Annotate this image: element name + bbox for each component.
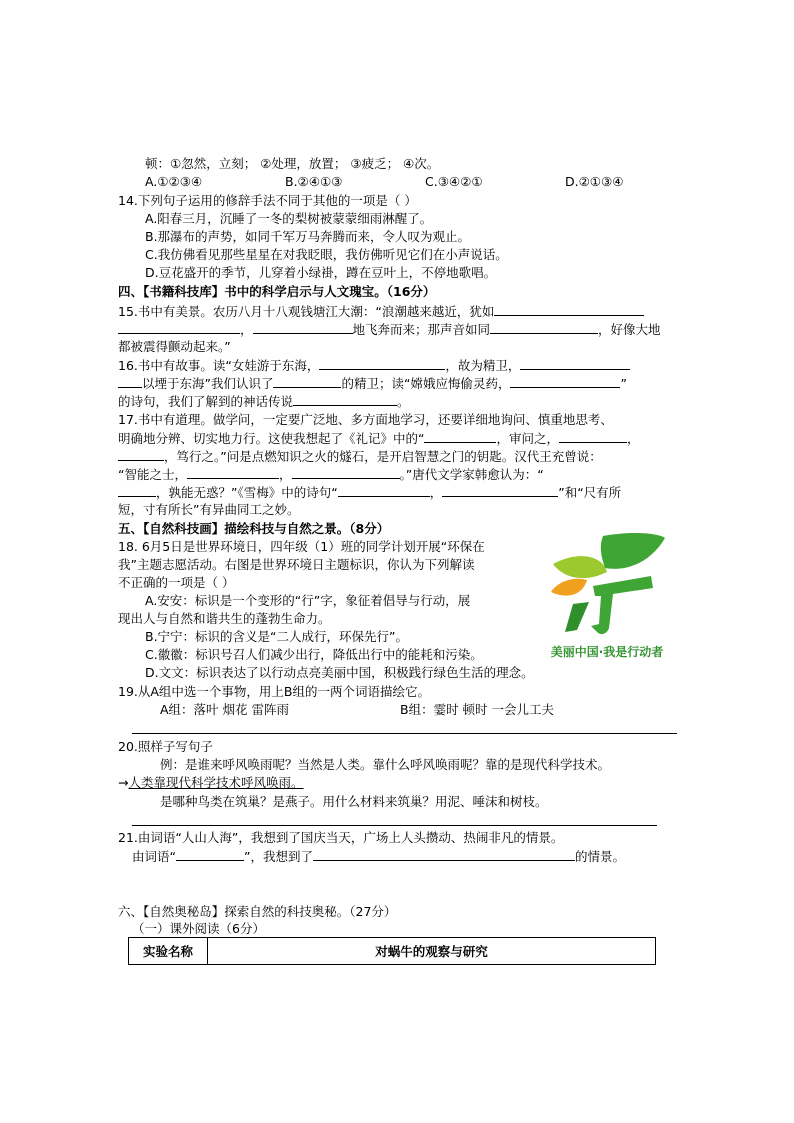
q14-option-b[interactable]: B.那瀑布的声势，如同千军万马奔腾而来，令人叹为观止。 xyxy=(145,229,471,244)
q18-option-a-2: 现出人与自然和谐共生的蓬勃生命力。 xyxy=(118,611,331,626)
q18-option-c[interactable]: C.徽徽：标识号召人们减少出行，降低出行中的能耗和污染。 xyxy=(145,647,483,662)
q15-blank-3[interactable] xyxy=(253,320,353,334)
q14-option-a[interactable]: A.阳春三月，沉睡了一冬的梨树被蒙蒙细雨淋醒了。 xyxy=(145,211,433,226)
q21-line-2: 由词语“ ”，我想到了 的情景。 xyxy=(132,849,625,864)
section-4-title: 四、【书籍科技库】书中的科学启示与人文瑰宝。（16分） xyxy=(118,284,436,299)
q20-answer-line[interactable] xyxy=(132,825,657,826)
q15-blank-4[interactable] xyxy=(490,320,598,334)
experiment-table xyxy=(128,937,656,965)
q13-option-c[interactable]: C.③④②① xyxy=(425,174,483,189)
q16-blank-6[interactable] xyxy=(293,392,397,406)
section-6-title: 六、【自然奥秘岛】探索自然的科技奥秘。（27分） xyxy=(118,904,397,919)
q18-option-d[interactable]: D.文文：标识表达了以行动点亮美丽中国，积极践行绿色生活的理念。 xyxy=(145,665,534,680)
q17-blank-4[interactable] xyxy=(187,465,279,479)
q17-blank-6[interactable] xyxy=(118,483,156,497)
q15-line-3: 都被震得颤动起来。” xyxy=(118,339,231,354)
q20-example: 例：是谁来呼风唤雨呢？当然是人类。靠什么呼风唤雨呢？靠的是现代科学技术。 xyxy=(160,757,611,772)
q16-line-3: 的诗句，我们了解到的神话传说 。 xyxy=(118,394,410,409)
q19-group-b: B组：霎时 顿时 一会儿工夫 xyxy=(400,702,555,717)
q17-blank-1[interactable] xyxy=(424,429,496,443)
q15-blank-1[interactable] xyxy=(494,302,644,316)
q13-option-d[interactable]: D.②①③④ xyxy=(565,174,624,189)
section-6-subtitle: （一）课外阅读（6分） xyxy=(132,921,265,936)
q16-blank-5[interactable] xyxy=(510,374,620,388)
table-row xyxy=(129,938,656,965)
q15-blank-2[interactable] xyxy=(118,320,240,334)
q21-line-1: 21.由词语“人山人海”，我想到了国庆当天，广场上人头攒动、热闹非凡的情景。 xyxy=(118,830,564,845)
q13-meanings: 顿：①忽然，立刻； ②处理，放置； ③疲乏； ④次。 xyxy=(145,156,440,171)
q17-blank-5[interactable] xyxy=(292,465,400,479)
q17-blank-2[interactable] xyxy=(559,429,627,443)
q15-line-1: 15.书中有美景。农历八月十八观钱塘江大潮：“浪潮越来越近，犹如 xyxy=(118,302,644,320)
q17-line-3: ，笃行之。”问是点燃知识之火的燧石，是开启智慧之门的钥匙。汉代王充曾说： xyxy=(118,447,602,465)
q18-option-a-1[interactable]: A.安安：标识是一个变形的“行”字，象征着倡导与行动，展 xyxy=(145,593,471,608)
q16-blank-1[interactable] xyxy=(319,356,445,370)
q16-blank-4[interactable] xyxy=(273,374,341,388)
q19-group-a: A组：落叶 烟花 雷阵雨 xyxy=(160,702,289,717)
q13-option-b[interactable]: B.②④①③ xyxy=(285,174,343,189)
q17-line-4: “智能之士， ， 。”唐代文学家韩愈认为：“ xyxy=(118,467,544,482)
section-5-title: 五、【自然科技画】描绘科技与自然之景。（8分） xyxy=(118,521,390,536)
q17-line-5: ，孰能无惑？”《雪梅》中的诗句“ ， ”和“尺有所 xyxy=(118,483,621,501)
q16-blank-3[interactable] xyxy=(118,374,142,388)
q14-option-d[interactable]: D.豆花盛开的季节，儿穿着小绿褂，蹲在豆叶上，不停地歌唱。 xyxy=(145,265,497,280)
q18-option-b[interactable]: B.宁宁：标识的含义是“二人成行，环保先行”。 xyxy=(145,629,409,644)
q20-stem: 20.照样子写句子 xyxy=(118,739,213,754)
q20-task: 是哪种鸟类在筑巢？是燕子。用什么材料来筑巢？用泥、唾沫和树枝。 xyxy=(160,794,548,809)
q18-line-2: 我”主题志愿活动。右图是世界环境日主题标识，你认为下列解读 xyxy=(118,557,475,572)
q15-line-2: ， 地飞奔而来；那声音如同 ，好像大地 xyxy=(118,320,661,338)
q16-line-1: 16.书中有故事。读“女娃游于东海， ，故为精卫， xyxy=(118,356,630,374)
q18-line-1: 18. 6月5日是世界环境日，四年级（1）班的同学计划开展“环保在 xyxy=(118,539,485,554)
q16-line-2: 以堙于东海”我们认识了 的精卫；读“嫦娥应悔偷灵药， ” xyxy=(118,374,627,392)
q17-line-6: 短，寸有所长”有异曲同工之妙。 xyxy=(118,502,300,517)
q17-blank-8[interactable] xyxy=(442,483,558,497)
q17-blank-3[interactable] xyxy=(118,447,164,461)
logo-caption: 美丽中国·我是行动者 xyxy=(550,645,664,659)
q19-stem: 19.从A组中选一个事物，用上B组的一两个词语描绘它。 xyxy=(118,684,431,699)
q14-stem: 14.下列句子运用的修辞手法不同于其他的一项是（ ） xyxy=(118,193,417,208)
q17-line-1: 17.书中有道理。做学问，一定要广泛地、多方面地学习，还要详细地询问、慎重地思考、 xyxy=(118,412,613,427)
xing-logo-icon xyxy=(543,528,671,638)
q19-answer-line[interactable] xyxy=(132,733,677,734)
table-cell-experiment-title: 对蜗牛的观察与研究 xyxy=(208,938,656,965)
q21-blank-2[interactable] xyxy=(313,847,575,861)
table-header-experiment-name: 实验名称 xyxy=(129,938,208,965)
environment-day-logo xyxy=(543,528,671,659)
q17-line-2: 明确地分辨、切实地力行。这使我想起了《礼记》中的“ ，审问之， ， xyxy=(118,431,640,446)
q20-example-answer: →人类靠现代科学技术呼风唤雨。 xyxy=(118,775,304,790)
q16-blank-2[interactable] xyxy=(520,356,630,370)
q18-line-3: 不正确的一项是（ ） xyxy=(118,575,235,590)
q13-option-a[interactable]: A.①②③④ xyxy=(145,174,203,189)
q17-blank-7[interactable] xyxy=(338,483,430,497)
q21-blank-1[interactable] xyxy=(176,847,244,861)
q14-option-c[interactable]: C.我仿佛看见那些星星在对我眨眼，我仿佛听见它们在小声说话。 xyxy=(145,247,508,262)
